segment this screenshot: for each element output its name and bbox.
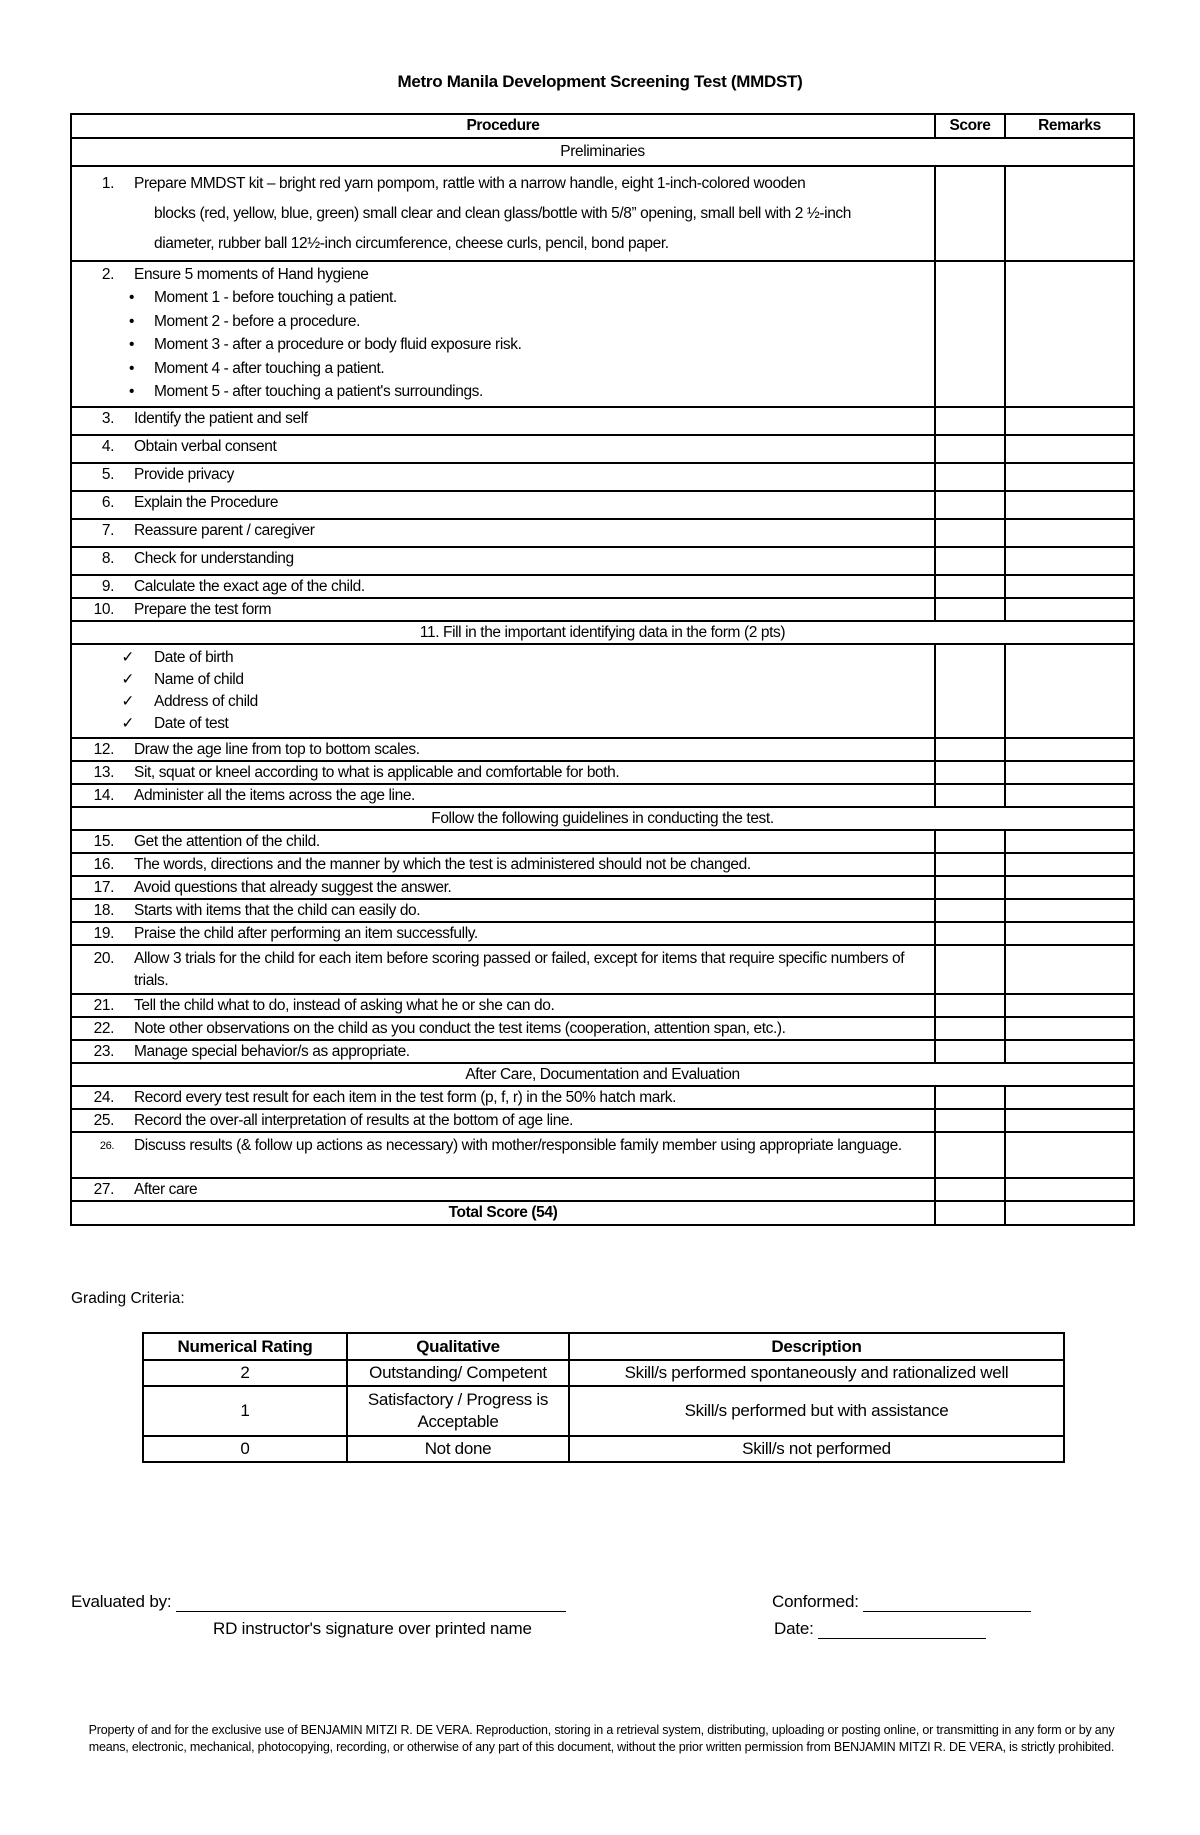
- table-row: [71, 644, 1134, 738]
- qualitative-cell: Satisfactory / Progress is Acceptable: [347, 1386, 569, 1436]
- item-number: 24.: [93, 1089, 114, 1106]
- remarks-cell[interactable]: [1005, 598, 1134, 621]
- score-cell[interactable]: [935, 1132, 1005, 1178]
- table-row: [71, 1017, 1134, 1040]
- remarks-cell[interactable]: [1005, 784, 1134, 807]
- remarks-cell[interactable]: [1005, 261, 1134, 407]
- table-row: [71, 575, 1134, 598]
- description-cell: Skill/s performed spontaneously and rationalized well: [569, 1360, 1064, 1386]
- procedure-item-27: [71, 1178, 935, 1201]
- section-after-care: After Care, Documentation and Evaluation: [71, 1063, 1134, 1086]
- remarks-cell[interactable]: [1005, 575, 1134, 598]
- remarks-cell[interactable]: [1005, 830, 1134, 853]
- score-cell[interactable]: [935, 899, 1005, 922]
- score-cell[interactable]: [935, 575, 1005, 598]
- item-text: Reassure parent / caregiver: [134, 522, 315, 539]
- remarks-cell[interactable]: [1005, 1132, 1134, 1178]
- identifying-data-checklist: [71, 644, 935, 738]
- item-text: diameter, rubber ball 12½-inch circumference, cheese curls, pencil, bond paper.: [154, 235, 669, 252]
- score-cell[interactable]: [935, 1109, 1005, 1132]
- score-cell[interactable]: [935, 994, 1005, 1017]
- grading-row: [143, 1436, 1064, 1462]
- remarks-cell[interactable]: [1005, 1109, 1134, 1132]
- grading-criteria-label: Grading Criteria:: [71, 1290, 185, 1307]
- checklist-text: Name of child: [154, 671, 244, 688]
- table-row: [71, 1040, 1134, 1063]
- table-row: [71, 899, 1134, 922]
- conformed-signature-line[interactable]: [863, 1593, 1031, 1612]
- score-cell[interactable]: [935, 491, 1005, 519]
- remarks-cell[interactable]: [1005, 491, 1134, 519]
- table-row: [71, 1178, 1134, 1201]
- date-line[interactable]: [818, 1620, 986, 1639]
- evaluator-caption: RD instructor's signature over printed name: [213, 1619, 532, 1638]
- section-row: [71, 807, 1134, 830]
- checklist-item: [72, 669, 934, 691]
- total-remarks-cell[interactable]: [1005, 1201, 1134, 1225]
- item-number: 27.: [93, 1181, 114, 1198]
- table-row: [71, 784, 1134, 807]
- moment-item: [72, 310, 934, 334]
- table-row: [71, 945, 1134, 994]
- table-row: [71, 876, 1134, 899]
- remarks-cell[interactable]: [1005, 761, 1134, 784]
- item-text: Starts with items that the child can easily do.: [134, 902, 421, 919]
- procedure-item: [71, 407, 935, 435]
- score-cell[interactable]: [935, 945, 1005, 994]
- moment-item: [72, 380, 934, 404]
- item-number: 23.: [93, 1043, 114, 1060]
- numerical-rating-header: Numerical Rating: [143, 1333, 347, 1360]
- moment-text: Moment 4 - after touching a patient.: [154, 359, 385, 377]
- evaluated-by-block: [71, 1592, 566, 1612]
- table-row: [71, 463, 1134, 491]
- remarks-cell[interactable]: [1005, 1178, 1134, 1201]
- checkmark-icon: ✓: [121, 693, 134, 710]
- procedure-item: [71, 463, 935, 491]
- score-cell[interactable]: [935, 598, 1005, 621]
- item-text: Calculate the exact age of the child.: [134, 578, 365, 595]
- item-number: 1.: [101, 175, 114, 192]
- item-number: 9.: [101, 578, 114, 595]
- date-block: [774, 1619, 986, 1639]
- section-fill-in: 11. Fill in the important identifying data in the form (2 pts): [71, 621, 1134, 644]
- score-cell[interactable]: [935, 853, 1005, 876]
- item-text: Obtain verbal consent: [134, 438, 277, 455]
- procedure-item: [71, 435, 935, 463]
- item-text: Avoid questions that already suggest the answer.: [134, 879, 452, 896]
- item-text: Administer all the items across the age line.: [134, 787, 415, 804]
- item-number: 15.: [93, 833, 114, 850]
- remarks-cell[interactable]: [1005, 166, 1134, 261]
- score-cell[interactable]: [935, 1040, 1005, 1063]
- table-row: [71, 261, 1134, 407]
- qualitative-header: Qualitative: [347, 1333, 569, 1360]
- qualitative-cell: Outstanding/ Competent: [347, 1360, 569, 1386]
- hand-hygiene-moments: [72, 286, 934, 404]
- remarks-cell[interactable]: [1005, 644, 1134, 738]
- procedure-header: Procedure: [71, 114, 935, 138]
- table-row: [71, 922, 1134, 945]
- moment-item: [72, 333, 934, 357]
- date-label: Date:: [774, 1619, 814, 1638]
- item-text: The words, directions and the manner by which the test is administered should not be changed.: [134, 856, 751, 873]
- checkmark-icon: ✓: [121, 649, 134, 666]
- procedure-item-20: [71, 945, 935, 994]
- table-header-row: [71, 114, 1134, 138]
- item-number: 26.: [99, 1140, 114, 1152]
- score-cell[interactable]: [935, 1178, 1005, 1201]
- remarks-cell[interactable]: [1005, 899, 1134, 922]
- procedure-item: [71, 547, 935, 575]
- item-number: 8.: [101, 550, 114, 567]
- table-row: [71, 853, 1134, 876]
- score-cell[interactable]: [935, 435, 1005, 463]
- item-number: 22.: [93, 1020, 114, 1037]
- item-number: 13.: [93, 764, 114, 781]
- rating-cell: 2: [143, 1360, 347, 1386]
- procedure-item: [71, 519, 935, 547]
- rating-cell: 1: [143, 1386, 347, 1436]
- checkmark-icon: ✓: [121, 671, 134, 688]
- item-text: Record every test result for each item in the test form (p, f, r) in the 50% hatch mark.: [134, 1089, 676, 1106]
- bullet-icon: •: [128, 359, 134, 377]
- remarks-cell[interactable]: [1005, 407, 1134, 435]
- item-text: Get the attention of the child.: [134, 833, 320, 850]
- table-row: [71, 598, 1134, 621]
- item-text: After care: [134, 1181, 198, 1198]
- item-text: Draw the age line from top to bottom scales.: [134, 741, 420, 758]
- remarks-cell[interactable]: [1005, 876, 1134, 899]
- item-number: 12.: [93, 741, 114, 758]
- procedure-item: [71, 899, 935, 922]
- item-number: 21.: [93, 997, 114, 1014]
- table-row: [71, 519, 1134, 547]
- remarks-cell[interactable]: [1005, 463, 1134, 491]
- procedure-item-26: [71, 1132, 935, 1178]
- moment-item: [72, 357, 934, 381]
- item-text: Explain the Procedure: [134, 494, 279, 511]
- remarks-cell[interactable]: [1005, 738, 1134, 761]
- page-title: Metro Manila Development Screening Test (MMDST): [397, 72, 803, 91]
- score-cell[interactable]: [935, 922, 1005, 945]
- item-text: Praise the child after performing an item successfully.: [134, 925, 478, 942]
- item-number: 16.: [93, 856, 114, 873]
- table-row: [71, 1109, 1134, 1132]
- section-row: [71, 621, 1134, 644]
- checklist-text: Address of child: [154, 693, 258, 710]
- score-cell[interactable]: [935, 761, 1005, 784]
- procedure-item: [71, 491, 935, 519]
- remarks-cell[interactable]: [1005, 1017, 1134, 1040]
- bullet-icon: •: [128, 336, 134, 353]
- grading-row: [143, 1386, 1064, 1436]
- remarks-header: Remarks: [1005, 114, 1134, 138]
- evaluated-by-label: Evaluated by:: [71, 1592, 172, 1611]
- section-row: [71, 1063, 1134, 1086]
- table-row: [71, 1132, 1134, 1178]
- table-row: [71, 407, 1134, 435]
- section-preliminaries: Preliminaries: [71, 138, 1134, 166]
- bullet-icon: •: [128, 312, 134, 330]
- total-score-label: Total Score (54): [71, 1201, 935, 1225]
- item-text: Manage special behavior/s as appropriate.: [134, 1043, 410, 1060]
- score-cell[interactable]: [935, 547, 1005, 575]
- conformed-block: [772, 1592, 1031, 1612]
- moment-text: Moment 3 - after a procedure or body fluid exposure risk.: [154, 336, 522, 353]
- item-number: 6.: [101, 494, 114, 511]
- item-text: Prepare MMDST kit – bright red yarn pompom, rattle with a narrow handle, eight 1-inch-colored wooden: [134, 175, 806, 192]
- moment-item: [72, 286, 934, 310]
- remarks-cell[interactable]: [1005, 945, 1134, 994]
- score-cell[interactable]: [935, 644, 1005, 738]
- score-cell[interactable]: [935, 166, 1005, 261]
- checklist-text: Date of test: [154, 715, 229, 732]
- checklist-item: [72, 713, 934, 735]
- table-row: [71, 435, 1134, 463]
- score-cell[interactable]: [935, 830, 1005, 853]
- procedure-item: [71, 853, 935, 876]
- description-cell: Skill/s not performed: [569, 1436, 1064, 1462]
- grading-header-row: [143, 1333, 1064, 1360]
- score-cell[interactable]: [935, 519, 1005, 547]
- moment-text: Moment 2 - before a procedure.: [154, 312, 360, 330]
- score-cell[interactable]: [935, 1017, 1005, 1040]
- procedure-item-2: [71, 261, 935, 407]
- item-text: Record the over-all interpretation of results at the bottom of age line.: [134, 1112, 574, 1129]
- remarks-cell[interactable]: [1005, 853, 1134, 876]
- remarks-cell[interactable]: [1005, 994, 1134, 1017]
- score-cell[interactable]: [935, 784, 1005, 807]
- moment-text: Moment 5 - after touching a patient's surroundings.: [154, 383, 483, 400]
- evaluator-signature-line[interactable]: [176, 1593, 566, 1612]
- table-row: [71, 1086, 1134, 1109]
- item-text: Sit, squat or kneel according to what is applicable and comfortable for both.: [134, 764, 620, 781]
- item-text: Note other observations on the child as you conduct the test items (cooperation, attention span, etc.).: [134, 1020, 786, 1037]
- copyright-footer: Property of and for the exclusive use of BENJAMIN MITZI R. DE VERA. Reproduction, storing in a retrieval system, distributing, uploading or posting online, or transmitting in any form or by any means, electronic, mechanical, photocopying, recording, or otherwise of any part of this document, without the prior written permission from BENJAMIN MITZI R. DE VERA, is strictly prohibited.: [88, 1723, 1115, 1754]
- score-cell[interactable]: [935, 1086, 1005, 1109]
- rating-cell: 0: [143, 1436, 347, 1462]
- procedure-item: [71, 575, 935, 598]
- remarks-cell[interactable]: [1005, 435, 1134, 463]
- item-number: 4.: [101, 438, 114, 455]
- item-number: 18.: [93, 902, 114, 919]
- procedure-item: [71, 994, 935, 1017]
- total-row: [71, 1201, 1134, 1225]
- remarks-cell[interactable]: [1005, 547, 1134, 575]
- table-row: [71, 761, 1134, 784]
- item-text: Provide privacy: [134, 466, 234, 483]
- table-row: [71, 166, 1134, 261]
- item-text: Tell the child what to do, instead of asking what he or she can do.: [134, 997, 555, 1014]
- procedure-item: [71, 876, 935, 899]
- score-cell[interactable]: [935, 876, 1005, 899]
- table-row: [71, 830, 1134, 853]
- procedure-item: [71, 784, 935, 807]
- description-header: Description: [569, 1333, 1064, 1360]
- item-text: Check for understanding: [134, 550, 294, 567]
- score-cell[interactable]: [935, 407, 1005, 435]
- section-guidelines: Follow the following guidelines in conducting the test.: [71, 807, 1134, 830]
- table-row: [71, 547, 1134, 575]
- item-number: 3.: [101, 410, 114, 427]
- item-text: Allow 3 trials for the child for each item before scoring passed or failed, except for items that require specific numbers of trials.: [134, 950, 905, 989]
- conformed-label: Conformed:: [772, 1592, 859, 1611]
- remarks-cell[interactable]: [1005, 519, 1134, 547]
- procedure-item-1: [71, 166, 935, 261]
- total-score-cell[interactable]: [935, 1201, 1005, 1225]
- item-text: Discuss results (& follow up actions as necessary) with mother/responsible family member using appropriate language.: [134, 1137, 902, 1154]
- checklist-item: [72, 647, 934, 669]
- item-number: 25.: [93, 1112, 114, 1129]
- score-cell[interactable]: [935, 738, 1005, 761]
- qualitative-cell: Not done: [347, 1436, 569, 1462]
- procedure-item: [71, 1109, 935, 1132]
- procedure-item: [71, 1086, 935, 1109]
- item-number: 10.: [93, 601, 114, 618]
- moment-text: Moment 1 - before touching a patient.: [154, 289, 397, 306]
- remarks-cell[interactable]: [1005, 1040, 1134, 1063]
- section-row: [71, 138, 1134, 166]
- table-row: [71, 491, 1134, 519]
- item-text: Prepare the test form: [134, 601, 272, 618]
- checkmark-icon: ✓: [121, 715, 134, 732]
- item-number: 17.: [93, 879, 114, 896]
- procedure-item: [71, 1040, 935, 1063]
- bullet-icon: •: [128, 289, 134, 306]
- remarks-cell[interactable]: [1005, 1086, 1134, 1109]
- checklist: [72, 647, 934, 735]
- grading-table: [142, 1332, 1065, 1463]
- item-number: 19.: [93, 925, 114, 942]
- checklist-item: [72, 691, 934, 713]
- item-number: 20.: [93, 950, 114, 967]
- procedure-item: [71, 738, 935, 761]
- checklist-text: Date of birth: [154, 649, 234, 666]
- table-row: [71, 994, 1134, 1017]
- bullet-icon: •: [128, 383, 134, 400]
- score-cell[interactable]: [935, 463, 1005, 491]
- item-text: Ensure 5 moments of Hand hygiene: [134, 266, 369, 283]
- item-number: 5.: [101, 466, 114, 483]
- table-row: [71, 738, 1134, 761]
- procedure-item: [71, 598, 935, 621]
- procedure-item: [71, 1017, 935, 1040]
- score-cell[interactable]: [935, 261, 1005, 407]
- item-number: 7.: [101, 522, 114, 539]
- procedure-item: [71, 830, 935, 853]
- item-text: Identify the patient and self: [134, 410, 308, 427]
- procedure-table: [70, 113, 1135, 1226]
- grading-row: [143, 1360, 1064, 1386]
- procedure-item: [71, 761, 935, 784]
- remarks-cell[interactable]: [1005, 922, 1134, 945]
- item-number: 2.: [101, 266, 114, 283]
- procedure-item: [71, 922, 935, 945]
- item-text: blocks (red, yellow, blue, green) small clear and clean glass/bottle with 5/8” opening, small bell with 2 ½-inch: [154, 205, 851, 222]
- score-header: Score: [935, 114, 1005, 138]
- description-cell: Skill/s performed but with assistance: [569, 1386, 1064, 1436]
- item-number: 14.: [93, 787, 114, 804]
